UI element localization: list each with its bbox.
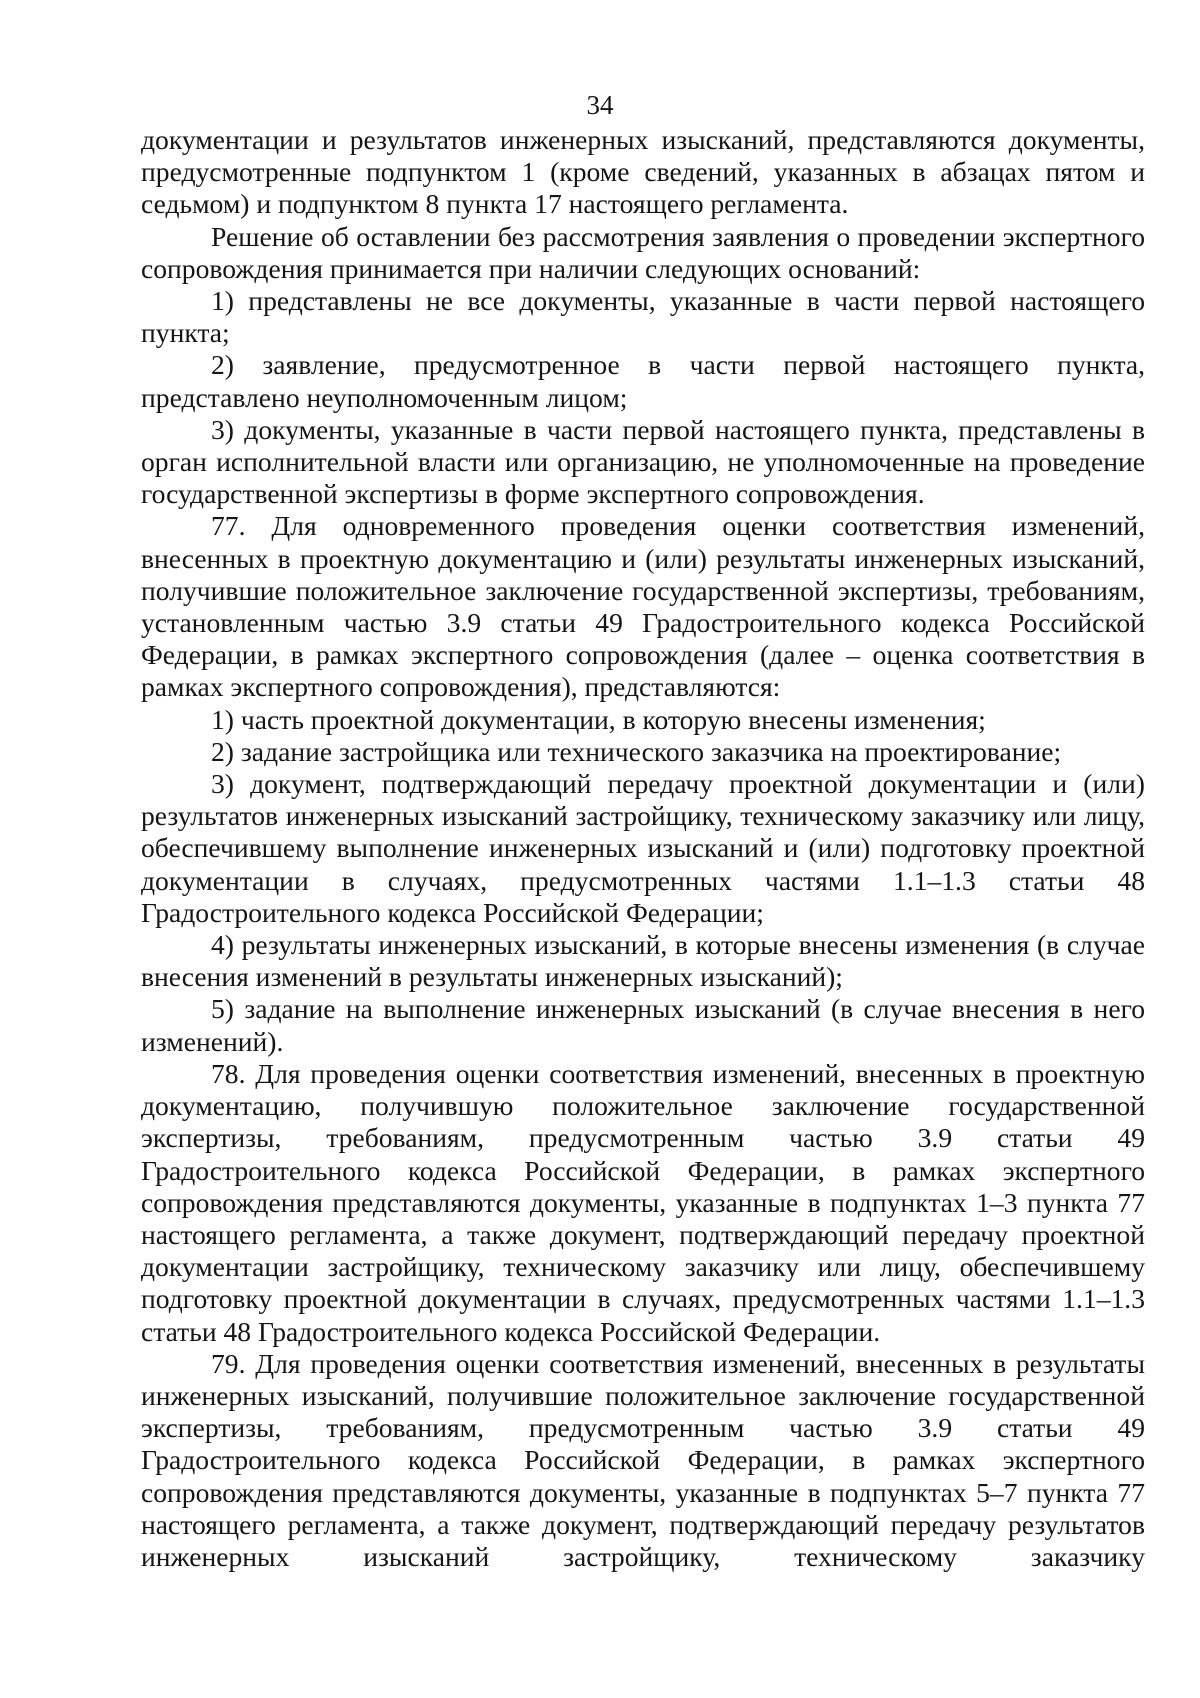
list-item-grounds-3: 3) документы, указанные в части первой настоящего пункта, представлены в орган исполнительной власти или организацию, не уполномоченные на проведение государственной экспертизы в форме экспертного сопровождения. [141, 413, 1145, 510]
paragraph-item-78: 78. Для проведения оценки соответствия изменений, внесенных в проектную документацию, получившую положительное заключение государственной экспертизы, требованиям, предусмотренным частью 3.9 статьи 49 Градостроительного кодекса Российской Федерации, в рамках экспертного сопровождения представляются документы, указанные в подпунктах 1–3 пункта 77 настоящего регламента, а также документ, подтверждающий передачу проектной документации застройщику, техническому заказчику или лицу, обеспечившему подготовку проектной документации в случаях, предусмотренных частями 1.1–1.3 статьи 48 Градостроительного кодекса Российской Федерации. [141, 1057, 1145, 1347]
list-item-grounds-2: 2) заявление, предусмотренное в части первой настоящего пункта, представлено неуполномоченным лицом; [141, 349, 1145, 413]
paragraph-item-77: 77. Для одновременного проведения оценки соответствия изменений, внесенных в проектную документацию и (или) результаты инженерных изысканий, получившие положительное заключение государственной экспертизы, требованиям, установленным частью 3.9 статьи 49 Градостроительного кодекса Российской Федерации, в рамках экспертного сопровождения (далее – оценка соответствия в рамках экспертного сопровождения), представляются: [141, 510, 1145, 703]
list-item-77-1: 1) часть проектной документации, в которую внесены изменения; [211, 703, 986, 735]
page-number: 34 [586, 90, 614, 120]
list-item-77-5: 5) задание на выполнение инженерных изысканий (в случае внесения в него изменений). [141, 993, 1145, 1057]
paragraph-item-79: 79. Для проведения оценки соответствия изменений, внесенных в результаты инженерных изысканий, получившие положительное заключение государственной экспертизы, требованиям, предусмотренным частью 3.9 статьи 49 Градостроительного кодекса Российской Федерации, в рамках экспертного сопровождения представляются документы, указанные в подпунктах 5–7 пункта 77 настоящего регламента, а также документ, подтверждающий передачу результатов инженерных изысканий застройщику, техническому заказчику [141, 1347, 1145, 1572]
list-item-77-2: 2) задание застройщика или технического заказчика на проектирование; [211, 735, 1062, 767]
list-item-grounds-1: 1) представлены не все документы, указанные в части первой настоящего пункта; [141, 285, 1145, 349]
document-body [141, 124, 1145, 1573]
paragraph-dismissal-decision: Решение об оставлении без рассмотрения заявления о проведении экспертного сопровождения принимается при наличии следующих оснований: [141, 220, 1145, 284]
list-item-77-4: 4) результаты инженерных изысканий, в которые внесены изменения (в случае внесения изменений в результаты инженерных изысканий); [141, 929, 1145, 993]
paragraph-continuation: документации и результатов инженерных изысканий, представляются документы, предусмотренные подпунктом 1 (кроме сведений, указанных в абзацах пятом и седьмом) и подпунктом 8 пункта 17 настоящего регламента. [141, 124, 1145, 220]
list-item-77-3: 3) документ, подтверждающий передачу проектной документации и (или) результатов инженерных изысканий застройщику, техническому заказчику или лицу, обеспечившему выполнение инженерных изысканий и (или) подготовку проектной документации в случаях, предусмотренных частями 1.1–1.3 статьи 48 Градостроительного кодекса Российской Федерации; [141, 768, 1145, 928]
